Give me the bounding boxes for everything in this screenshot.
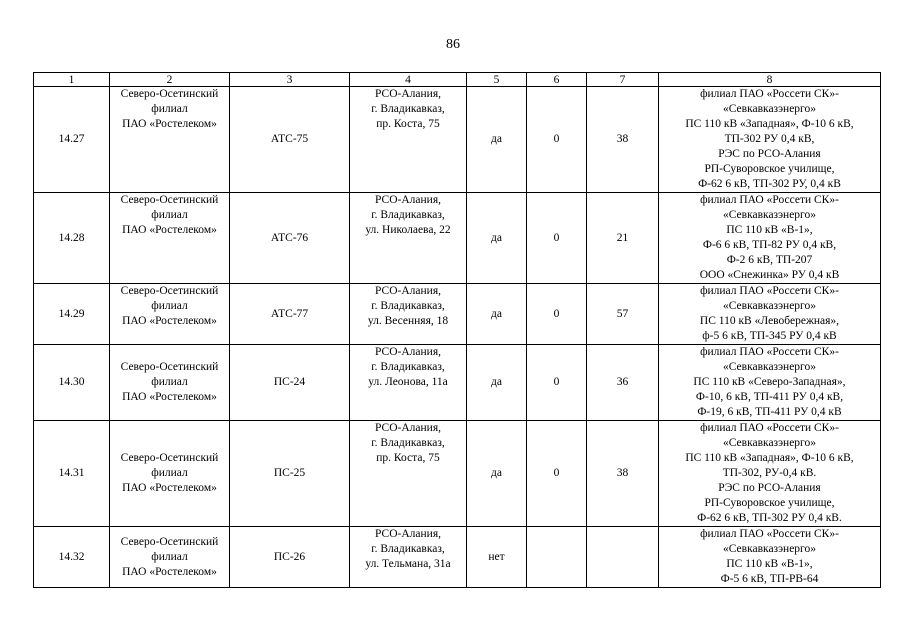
power-source-cell-line: ПС 110 кВ «Западная», Ф-10 6 кВ, <box>685 118 854 130</box>
address-cell-line: РСО-Алания, <box>375 528 441 540</box>
object-cell: АТС-75 <box>230 87 350 193</box>
organization-cell-line: Северо-Осетинский <box>120 285 219 297</box>
address-cell-line: г. Владикавказ, <box>371 437 445 449</box>
power-source-cell <box>659 421 881 527</box>
power-source-cell <box>659 193 881 284</box>
table-row <box>34 193 881 284</box>
organization-cell-line: филиал <box>151 376 188 388</box>
address-cell <box>350 421 467 527</box>
power-source-cell-line: Ф-62 6 кВ, ТП-302 РУ, 0,4 кВ <box>698 178 841 190</box>
row-number-cell: 14.32 <box>34 527 110 588</box>
address-cell <box>350 284 467 345</box>
header-cell: 8 <box>659 73 881 87</box>
power-source-cell-line: ПС 110 кВ «В-1», <box>726 224 813 236</box>
address-cell <box>350 87 467 193</box>
address-cell <box>350 193 467 284</box>
object-cell: ПС-24 <box>230 345 350 421</box>
power-source-cell-line: «Севкавказэнерго» <box>723 209 816 221</box>
column-7-cell: 38 <box>587 87 659 193</box>
power-source-cell-line: ООО «Снежинка» РУ 0,4 кВ <box>699 269 840 281</box>
organization-cell-line: Северо-Осетинский <box>120 361 219 373</box>
address-cell-line: РСО-Алания, <box>375 88 441 100</box>
organization-cell <box>110 345 230 421</box>
column-7-cell: 57 <box>587 284 659 345</box>
row-number-cell: 14.29 <box>34 284 110 345</box>
organization-cell-line: филиал <box>151 467 188 479</box>
column-5-cell: да <box>467 87 527 193</box>
object-cell: АТС-76 <box>230 193 350 284</box>
power-source-cell <box>659 87 881 193</box>
address-cell-line: ул. Леонова, 11а <box>368 376 448 388</box>
address-cell <box>350 527 467 588</box>
address-cell-line: РСО-Алания, <box>375 346 441 358</box>
column-7-cell: 38 <box>587 421 659 527</box>
power-source-cell <box>659 284 881 345</box>
power-source-cell-line: ТП-302, РУ-0,4 кВ. <box>722 467 817 479</box>
object-cell: ПС-25 <box>230 421 350 527</box>
power-source-cell <box>659 527 881 588</box>
header-cell: 3 <box>230 73 350 87</box>
object-cell: АТС-77 <box>230 284 350 345</box>
organization-cell-line: Северо-Осетинский <box>120 452 219 464</box>
organization-cell <box>110 421 230 527</box>
address-cell-line: г. Владикавказ, <box>371 361 445 373</box>
power-source-cell-line: Ф-10, 6 кВ, ТП-411 РУ 0,4 кВ, <box>695 391 844 403</box>
address-cell-line: г. Владикавказ, <box>371 300 445 312</box>
column-6-cell: 0 <box>527 421 587 527</box>
address-cell-line: ул. Тельмана, 31а <box>365 558 451 570</box>
organization-cell-line: Северо-Осетинский <box>120 88 219 100</box>
power-source-cell-line: Ф-2 6 кВ, ТП-207 <box>726 254 813 266</box>
power-source-cell-line: «Севкавказэнерго» <box>723 300 816 312</box>
column-5-cell: да <box>467 193 527 284</box>
power-source-cell-line: Ф-62 6 кВ, ТП-302 РУ 0,4 кВ. <box>697 512 842 524</box>
row-number-cell: 14.28 <box>34 193 110 284</box>
header-cell: 5 <box>467 73 527 87</box>
data-table <box>33 72 881 588</box>
table-row <box>34 87 881 193</box>
address-cell-line: РСО-Алания, <box>375 422 441 434</box>
power-source-cell-line: филиал ПАО «Россети СК»- <box>700 194 839 206</box>
power-source-cell-line: ТП-302 РУ 0,4 кВ, <box>724 133 815 145</box>
column-6-cell <box>527 527 587 588</box>
power-source-cell-line: «Севкавказэнерго» <box>723 103 816 115</box>
organization-cell-line: ПАО «Ростелеком» <box>122 482 217 494</box>
column-5-cell: да <box>467 345 527 421</box>
column-7-cell: 21 <box>587 193 659 284</box>
address-cell-line: г. Владикавказ, <box>371 103 445 115</box>
table-row <box>34 527 881 588</box>
column-7-cell: 36 <box>587 345 659 421</box>
address-cell-line: г. Владикавказ, <box>371 209 445 221</box>
organization-cell-line: ПАО «Ростелеком» <box>122 118 217 130</box>
organization-cell-line: ПАО «Ростелеком» <box>122 565 217 578</box>
power-source-cell-line: филиал ПАО «Россети СК»- <box>700 346 839 358</box>
address-cell-line: РСО-Алания, <box>375 194 441 206</box>
table-row <box>34 421 881 527</box>
column-5-cell: да <box>467 284 527 345</box>
power-source-cell-line: РП-Суворовское училище, <box>704 163 835 175</box>
power-source-cell <box>659 345 881 421</box>
organization-cell-line: филиал <box>151 103 188 115</box>
power-source-cell-line: филиал ПАО «Россети СК»- <box>700 422 839 434</box>
column-6-cell: 0 <box>527 345 587 421</box>
header-row <box>34 73 881 87</box>
table-row <box>34 345 881 421</box>
organization-cell-line: ПАО «Ростелеком» <box>122 224 217 236</box>
column-5-cell: нет <box>467 527 527 588</box>
power-source-cell-line: «Севкавказэнерго» <box>723 437 816 449</box>
power-source-cell-line: РП-Суворовское училище, <box>704 497 835 509</box>
address-cell <box>350 345 467 421</box>
power-source-cell-line: «Севкавказэнерго» <box>723 361 816 373</box>
power-source-cell-line: Ф-6 6 кВ, ТП-82 РУ 0,4 кВ, <box>702 239 837 251</box>
address-cell-line: пр. Коста, 75 <box>376 452 440 464</box>
power-source-cell-line: филиал ПАО «Россети СК»- <box>700 285 839 297</box>
power-source-cell-line: ПС 110 кВ «Западная», Ф-10 6 кВ, <box>685 452 854 464</box>
column-6-cell: 0 <box>527 87 587 193</box>
organization-cell <box>110 87 230 193</box>
table-row <box>34 284 881 345</box>
organization-cell-line: ПАО «Ростелеком» <box>122 315 217 327</box>
power-source-cell-line: филиал ПАО «Россети СК»- <box>700 88 839 100</box>
organization-cell <box>110 284 230 345</box>
address-cell-line: ул. Николаева, 22 <box>365 224 451 236</box>
organization-cell-line: филиал <box>151 300 188 312</box>
power-source-cell-line: филиал ПАО «Россети СК»- <box>700 528 839 540</box>
organization-cell-line: ПАО «Ростелеком» <box>122 391 217 403</box>
power-source-cell-line: ПС 110 кВ «Северо-Западная», <box>693 376 846 388</box>
header-cell: 1 <box>34 73 110 87</box>
column-6-cell: 0 <box>527 193 587 284</box>
organization-cell-line: филиал <box>151 209 188 221</box>
address-cell-line: РСО-Алания, <box>375 285 441 297</box>
organization-cell-line: Северо-Осетинский <box>120 535 219 548</box>
header-cell: 6 <box>527 73 587 87</box>
address-cell-line: пр. Коста, 75 <box>376 118 440 130</box>
power-source-cell-line: ПС 110 кВ «Левобережная», <box>699 315 840 327</box>
column-6-cell: 0 <box>527 284 587 345</box>
header-cell: 7 <box>587 73 659 87</box>
column-7-cell <box>587 527 659 588</box>
organization-cell-line: филиал <box>151 550 188 563</box>
power-source-cell-line: РЭС по РСО-Алания <box>718 482 821 494</box>
organization-cell <box>110 193 230 284</box>
address-cell-line: г. Владикавказ, <box>371 543 445 555</box>
power-source-cell-line: «Севкавказэнерго» <box>723 543 816 555</box>
row-number-cell: 14.27 <box>34 87 110 193</box>
row-number-cell: 14.31 <box>34 421 110 527</box>
power-source-cell-line: ПС 110 кВ «В-1», <box>726 558 813 570</box>
power-source-cell-line: Ф-19, 6 кВ, ТП-411 РУ 0,4 кВ <box>697 406 842 418</box>
address-cell-line: ул. Весенняя, 18 <box>367 315 449 327</box>
object-cell: ПС-26 <box>230 527 350 588</box>
page-number: 86 <box>446 37 460 52</box>
organization-cell <box>110 527 230 588</box>
organization-cell-line: Северо-Осетинский <box>120 194 219 206</box>
row-number-cell: 14.30 <box>34 345 110 421</box>
power-source-cell-line: Ф-5 6 кВ, ТП-РВ-64 <box>720 573 819 585</box>
column-5-cell: да <box>467 421 527 527</box>
power-source-cell-line: РЭС по РСО-Алания <box>718 148 821 160</box>
header-cell: 4 <box>350 73 467 87</box>
power-source-cell-line: ф-5 6 кВ, ТП-345 РУ 0,4 кВ <box>702 330 837 342</box>
header-cell: 2 <box>110 73 230 87</box>
